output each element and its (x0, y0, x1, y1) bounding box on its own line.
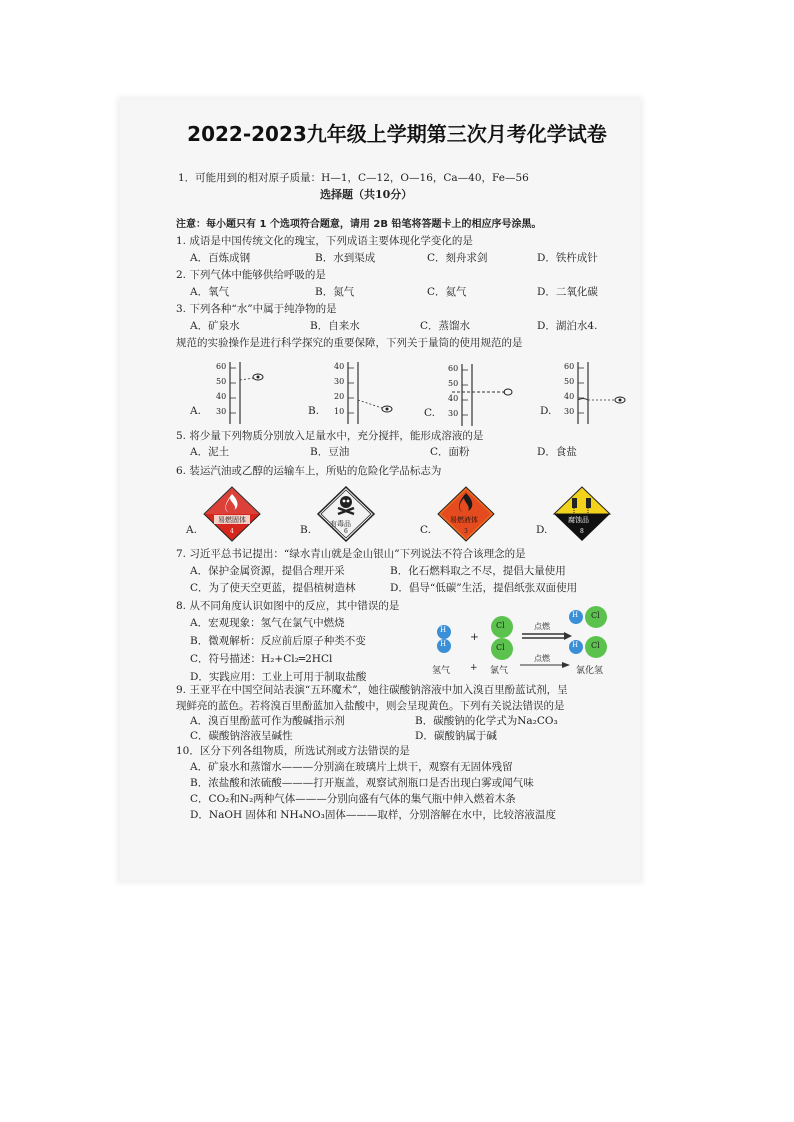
q7-option-d[interactable]: D．倡导“低碳”生活，提倡纸张双面使用 (390, 582, 578, 594)
page-title: 2022-2023九年级上学期第三次月考化学试卷 (187, 122, 607, 146)
q4-option-d[interactable]: D. (540, 405, 552, 417)
sign-label: 易燃固体 (218, 516, 246, 524)
q7-option-b[interactable]: B．化石燃料取之不尽，提倡大量使用 (390, 565, 566, 577)
scale-label: 40 (448, 394, 459, 403)
scale-label: 30 (448, 409, 459, 418)
q7-option-a[interactable]: A．保护金属资源，提倡合理开采 (190, 565, 345, 577)
q1-stem: 1. 成语是中国传统文化的瑰宝，下列成语主要体现化学变化的是 (176, 235, 473, 247)
graduated-cylinder-b (308, 360, 398, 426)
cylinder-figure-b[interactable] (308, 360, 398, 426)
atom-label: Cl (591, 611, 600, 620)
scale-label: 50 (448, 379, 459, 388)
q2-option-b[interactable]: B．氮气 (315, 286, 355, 298)
corrosive-sign (550, 486, 640, 542)
q3-stem: 3. 下列各种“水”中属于纯净物的是 (176, 303, 337, 315)
sign-number: 4 (230, 528, 234, 535)
q3-option-b[interactable]: B．自来水 (310, 320, 360, 332)
scale-label: 50 (564, 377, 575, 386)
scale-label: 40 (564, 392, 575, 401)
q8-stem: 8. 从不同角度认识如图中的反应，其中错误的是 (176, 600, 400, 612)
q3-option-a[interactable]: A．矿泉水 (190, 320, 240, 332)
toxic-sign (314, 486, 404, 542)
scale-label: 30 (216, 407, 227, 416)
q8-option-a[interactable]: A．宏观现象：氢气在氯气中燃烧 (190, 617, 345, 629)
q2-option-c[interactable]: C．氦气 (427, 286, 467, 298)
scale-label: 40 (216, 392, 227, 401)
sign-label: 易燃液体 (450, 516, 478, 524)
q6-stem: 6. 装运汽油或乙醇的运输车上，所贴的危险化学品标志为 (176, 465, 442, 477)
section-title: 选择题（共10分） (320, 188, 413, 201)
scale-label: 40 (334, 362, 345, 371)
hazard-sign-b[interactable] (300, 486, 390, 542)
q1-option-d[interactable]: D．铁杵成针 (537, 252, 598, 264)
q1-option-c[interactable]: C．刻舟求剑 (427, 252, 488, 264)
q8-option-d[interactable]: D．实践应用：工业上可用于制取盐酸 (190, 671, 367, 683)
plus-sign: + (470, 663, 478, 673)
q10-stem: 10．区分下列各组物质，所选试剂或方法错误的是 (176, 745, 410, 757)
graduated-cylinder-c (424, 362, 514, 428)
hazard-sign-a[interactable] (186, 486, 276, 542)
q8-option-c[interactable]: C．符号描述：H₂+Cl₂═2HCl (190, 653, 333, 665)
q4-option-c[interactable]: C. (424, 407, 435, 419)
sign-label: 有毒品 (330, 520, 351, 528)
flammable-liquid-sign (434, 486, 524, 542)
sign-label: 腐蚀品 (568, 516, 589, 524)
hydrogen-label: 氢气 (432, 666, 451, 676)
reaction-condition: 点燃 (534, 622, 550, 631)
q9-option-a[interactable]: A．溴百里酚蓝可作为酸碱指示剂 (190, 715, 345, 727)
q9-stem-cont: 现鲜亮的蓝色。若将溴百里酚蓝加入盐酸中，则会呈现黄色。下列有关说法错误的是 (176, 700, 565, 712)
q7-stem: 7. 习近平总书记提出：“绿水青山就是金山银山”下列说法不符合该理念的是 (176, 548, 526, 560)
q8-option-b[interactable]: B．微观解析：反应前后原子种类不变 (190, 635, 366, 647)
note: 注意：每小题只有 1 个选项符合题意，请用 2B 铅笔将答题卡上的相应序号涂黑。 (176, 219, 542, 230)
q3-option-c[interactable]: C．蒸馏水 (420, 320, 471, 332)
q9-option-d[interactable]: D．碳酸钠属于碱 (415, 730, 497, 742)
q5-option-a[interactable]: A．泥土 (190, 446, 230, 458)
q7-option-c[interactable]: C．为了使天空更蓝，提倡植树造林 (190, 582, 356, 594)
sign-number: 3 (464, 528, 468, 535)
scale-label: 60 (448, 364, 459, 373)
flammable-solid-sign (200, 486, 290, 542)
q2-option-d[interactable]: D．二氧化碳 (537, 286, 598, 298)
atomic-masses: 1．可能用到的相对原子质量：H—1，C—12，O—16，Ca—40，Fe—56 (178, 172, 529, 184)
scale-label: 30 (334, 377, 345, 386)
q6-option-a[interactable]: A. (186, 524, 197, 536)
q4-option-a[interactable]: A. (190, 405, 201, 417)
q9-option-b[interactable]: B．碳酸钠的化学式为Na₂CO₃ (415, 715, 558, 727)
reaction-condition: 点燃 (534, 654, 550, 663)
scale-label: 50 (216, 377, 227, 386)
plus-sign: + (470, 631, 479, 643)
q3-option-d[interactable]: D．湖泊水4. (537, 320, 598, 332)
q4-stem: 规范的实验操作是进行科学探究的重要保障，下列关于量筒的使用规范的是 (176, 337, 523, 349)
q5-option-b[interactable]: B．豆油 (310, 446, 350, 458)
scale-label: 30 (564, 407, 575, 416)
q2-stem: 2. 下列气体中能够供给呼吸的是 (176, 269, 326, 281)
atom-label: H (572, 611, 579, 619)
q6-option-b[interactable]: B. (300, 524, 312, 536)
q6-option-d[interactable]: D. (536, 524, 548, 536)
atom-label: H (440, 640, 447, 648)
cylinder-figure-d[interactable] (540, 360, 630, 426)
atom-label: Cl (496, 643, 505, 652)
cylinder-figure-a[interactable] (190, 360, 270, 426)
q9-stem: 9. 王亚平在中国空间站表演“五环魔术”，她往碳酸钠溶液中加入溴百里酚蓝试剂，呈 (176, 684, 568, 696)
graduated-cylinder-d (540, 360, 630, 426)
hazard-sign-d[interactable] (536, 486, 626, 542)
q5-option-d[interactable]: D．食盐 (537, 446, 577, 458)
hazard-sign-c[interactable] (420, 486, 510, 542)
atom-label: Cl (496, 621, 505, 630)
cylinder-figure-c[interactable] (424, 362, 514, 428)
q5-option-c[interactable]: C．面粉 (430, 446, 470, 458)
reaction-diagram (430, 603, 630, 675)
q6-option-c[interactable]: C. (420, 524, 431, 536)
scale-label: 60 (216, 362, 227, 371)
q10-option-b[interactable]: B．浓盐酸和浓硫酸———打开瓶盖，观察试剂瓶口是否出现白雾或闻气味 (190, 777, 534, 789)
scale-label: 20 (334, 392, 345, 401)
sign-number: 6 (344, 528, 348, 535)
q10-option-a[interactable]: A．矿泉水和蒸馏水———分别滴在玻璃片上烘干，观察有无固体残留 (190, 761, 513, 773)
q1-option-b[interactable]: B．水到渠成 (315, 252, 376, 264)
q10-option-c[interactable]: C．CO₂和N₂两种气体———分别向盛有气体的集气瓶中伸入燃着木条 (190, 793, 516, 805)
scale-label: 10 (334, 407, 345, 416)
atom-label: H (440, 626, 447, 634)
q5-stem: 5. 将少量下列物质分别放入足量水中，充分搅拌，能形成溶液的是 (176, 430, 484, 442)
q2-option-a[interactable]: A．氧气 (190, 286, 230, 298)
atom-label: Cl (591, 641, 600, 650)
q10-option-d[interactable]: D．NaOH 固体和 NH₄NO₃固体———取样，分别溶解在水中，比较溶液温度 (190, 809, 556, 821)
chlorine-label: 氯气 (490, 666, 509, 676)
graduated-cylinder-a (190, 360, 270, 426)
sign-number: 8 (580, 528, 584, 535)
atom-label: H (572, 641, 579, 649)
scale-label: 60 (564, 362, 575, 371)
q4-option-b[interactable]: B. (308, 405, 320, 417)
product-label: 氯化氢 (576, 666, 604, 676)
q1-option-a[interactable]: A．百炼成钢 (190, 252, 251, 264)
q9-option-c[interactable]: C．碳酸钠溶液呈碱性 (190, 730, 293, 742)
